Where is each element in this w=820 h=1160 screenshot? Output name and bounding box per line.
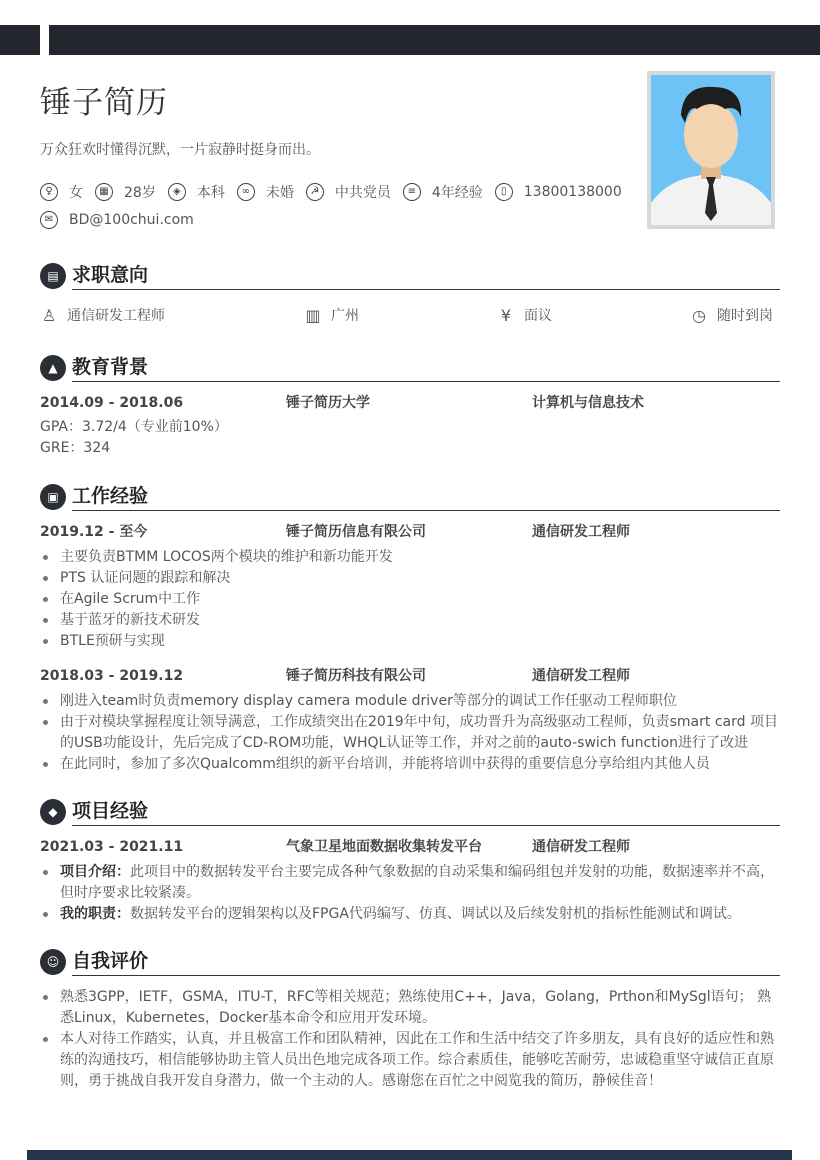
section-intent-header	[40, 262, 780, 290]
duty-text: 数据转发平台的逻辑架构以及FPGA代码编写、仿真、调试以及后续发射机的指标性能测试和调试。	[130, 906, 741, 922]
intent-availability	[690, 305, 773, 325]
email-row	[40, 211, 206, 229]
rings-icon: ∞	[237, 183, 255, 201]
yen-icon: ¥	[500, 305, 512, 325]
section-title: 教育背景	[72, 356, 149, 378]
age-item	[95, 182, 156, 202]
intent-salary	[497, 305, 552, 325]
education-period: 2014.09 - 2018.06	[40, 395, 184, 411]
education-school: 锤子简历大学	[286, 395, 370, 411]
footer-bar	[27, 1150, 792, 1160]
list-item	[40, 904, 782, 925]
section-divider	[72, 289, 780, 291]
list-item: 在此同时，参加了多次Qualcomm组织的新平台培训，并能将培训中获得的重要信息分享给组内其他人员	[40, 754, 782, 775]
section-title: 自我评价	[72, 950, 149, 972]
education-item	[168, 182, 225, 202]
section-self-header	[40, 948, 780, 976]
briefcase-icon: ▣	[40, 484, 66, 510]
list-item: PTS 认证问题的跟踪和解决	[40, 568, 782, 589]
clock-icon: ◷	[692, 305, 706, 325]
section-divider	[72, 510, 780, 512]
gender-icon: ♀	[40, 183, 58, 201]
project-period: 2021.03 - 2021.11	[40, 839, 184, 855]
project-role: 通信研发工程师	[532, 839, 630, 855]
list-item: 由于对模块掌握程度让领导满意，工作成绩突出在2019年中旬，成功晋升为高级驱动工程师，负责smart card 项目的USB功能设计，先后完成了CD-ROM功能，WHQL认证等工作，并对之前的auto-swich function进行了改进	[40, 712, 782, 754]
section-education-header	[40, 354, 780, 382]
marital-text: 未婚	[265, 185, 294, 201]
list-item: 刚进入team时负责memory display camera module driver等部分的调试工作任驱动工程师职位	[40, 691, 782, 712]
document-icon: ≡	[403, 183, 421, 201]
phone-text: 13800138000	[523, 184, 622, 200]
graduation-cap-icon: ▲	[40, 355, 66, 381]
building-icon: ▥	[305, 305, 321, 325]
graduation-cap-icon: ◈	[168, 183, 186, 201]
project-name: 气象卫星地面数据收集转发平台	[286, 839, 482, 855]
work-1-duties	[40, 547, 782, 652]
age-text: 28岁	[124, 185, 156, 201]
work-company: 锤子简历信息有限公司	[286, 524, 426, 540]
intent-position	[40, 305, 165, 325]
experience-text: 4年经验	[431, 185, 483, 201]
email-item	[40, 211, 194, 229]
intro-text: 此项目中的数据转发平台主要完成各种气象数据的自动采集和编码组包并发射的功能，数据速率并不高，但时序要求比较紧凑。	[60, 864, 774, 901]
intent-availability-text: 随时到岗	[717, 308, 773, 324]
motto: 万众狂欢时懂得沉默，一片寂静时挺身而出。	[40, 142, 320, 158]
politics-item	[306, 182, 391, 202]
experience-item	[403, 182, 483, 202]
section-divider	[72, 381, 780, 383]
self-evaluation	[40, 987, 782, 1092]
list-item: 本人对待工作踏实，认真，并且极富工作和团队精神，因此在工作和生活中结交了许多朋友，具有良好的适应性和熟练的沟通技巧，相信能够协助主管人员出色地完成各项工作。综合素质佳，能够吃苦耐劳，忠诚稳重坚守诚信正直原则，勇于挑战自我开发自身潜力，做一个主动的人。感谢您在百忙之中阅览我的简历，静候佳音！	[40, 1029, 782, 1092]
project-details	[40, 862, 782, 925]
politics-text: 中共党员	[334, 185, 391, 201]
phone-item	[495, 183, 622, 201]
list-item: 主要负责BTMM LOCOS两个模块的维护和新功能开发	[40, 547, 782, 568]
work-period: 2019.12 - 至今	[40, 524, 148, 540]
avatar-illustration	[651, 75, 771, 225]
person-icon: ☺	[40, 949, 66, 975]
party-emblem-icon: ☭	[306, 183, 324, 201]
intent-city	[304, 305, 359, 325]
education-gpa: GPA：3.72/4（专业前10%）	[40, 419, 228, 435]
gender-item	[40, 182, 83, 202]
education-gre: GRE：324	[40, 440, 111, 456]
section-title: 项目经验	[72, 800, 149, 822]
header-bar-right	[49, 25, 820, 55]
header-bar-left	[0, 25, 40, 55]
phone-icon: ▯	[495, 183, 513, 201]
section-title: 工作经验	[72, 485, 149, 507]
intro-label: 项目介绍：	[60, 864, 130, 880]
section-work-header	[40, 483, 780, 511]
intent-position-text: 通信研发工程师	[67, 308, 165, 324]
list-item: BTLE预研与实现	[40, 631, 782, 652]
section-divider	[72, 825, 780, 827]
section-project-header	[40, 798, 780, 826]
basic-info-row	[40, 182, 634, 202]
marital-item	[237, 182, 294, 202]
list-item	[40, 862, 782, 904]
profile-photo	[647, 71, 775, 229]
work-company: 锤子简历科技有限公司	[286, 668, 426, 684]
work-period: 2018.03 - 2019.12	[40, 668, 184, 684]
clipboard-icon: ▤	[40, 263, 66, 289]
email-text[interactable]: BD@100chui.com	[69, 212, 194, 228]
list-item: 基于蓝牙的新技术研发	[40, 610, 782, 631]
calendar-icon: ▦	[95, 183, 113, 201]
section-divider	[72, 975, 780, 977]
work-title: 通信研发工程师	[532, 524, 630, 540]
gender-text: 女	[69, 185, 83, 201]
list-item: 在Agile Scrum中工作	[40, 589, 782, 610]
intent-city-text: 广州	[331, 308, 359, 324]
envelope-icon: ✉	[40, 211, 58, 229]
education-text: 本科	[196, 185, 225, 201]
duty-label: 我的职责：	[60, 906, 130, 922]
section-title: 求职意向	[72, 264, 149, 286]
resume-name: 锤子简历	[40, 85, 168, 121]
education-major: 计算机与信息技术	[532, 395, 644, 411]
work-2-duties	[40, 691, 782, 775]
layers-icon: ◆	[40, 799, 66, 825]
tie-icon: ♙	[41, 305, 57, 325]
list-item: 熟悉3GPP，IETF，GSMA，ITU-T，RFC等相关规范；熟练使用C++，Java，Golang，Prthon和MySgl语句； 熟悉Linux，Kubernetes，Docker基本命令和应用开发环境。	[40, 987, 782, 1029]
work-title: 通信研发工程师	[532, 668, 630, 684]
intent-salary-text: 面议	[524, 308, 552, 324]
